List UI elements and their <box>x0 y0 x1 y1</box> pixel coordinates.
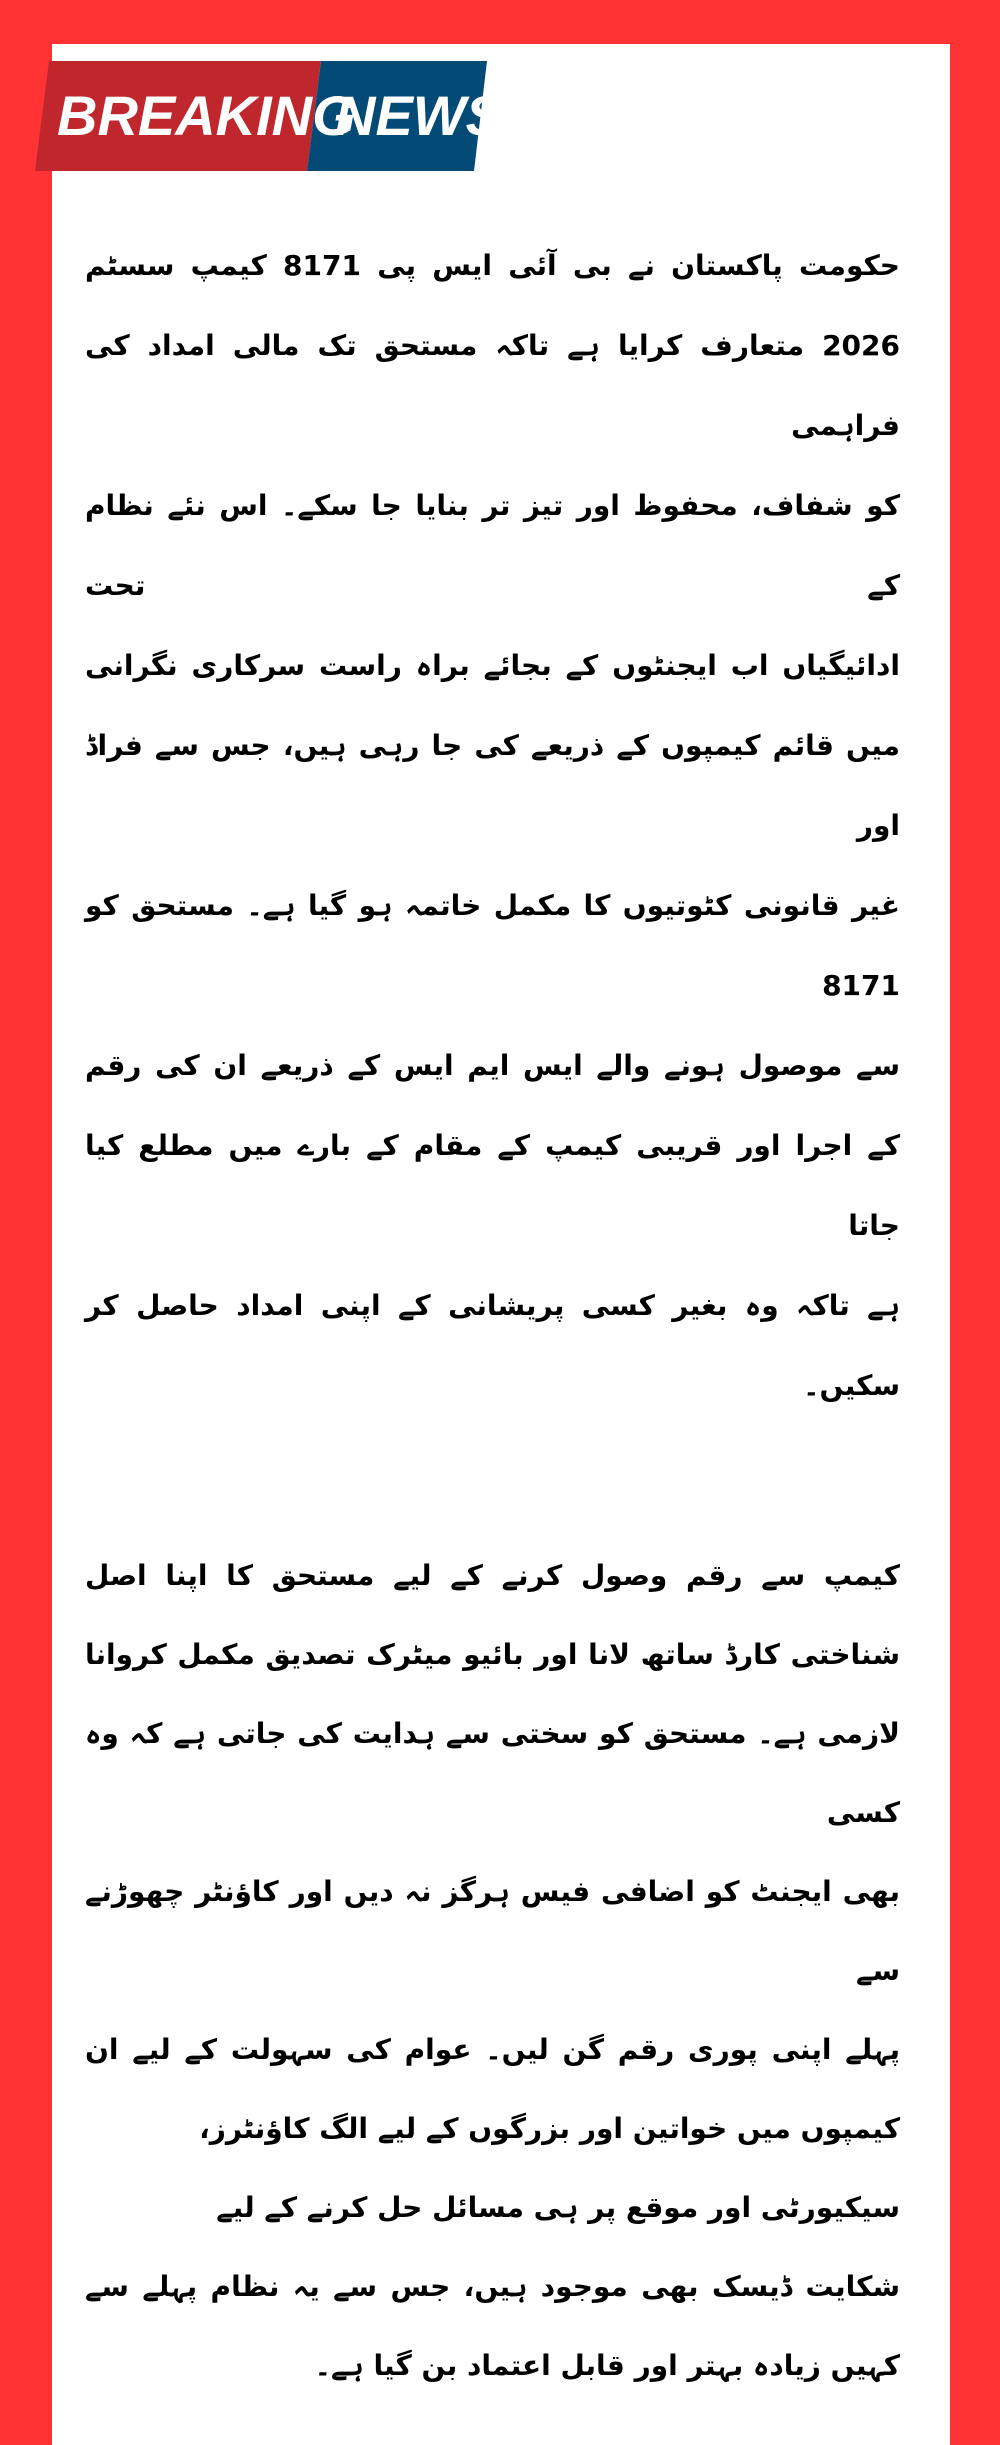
text-line: شناختی کارڈ ساتھ لانا اور بائیو میٹرک تصدیق مکمل کروانا <box>85 1638 900 1671</box>
breaking-news-banner <box>35 61 503 171</box>
text-line: شکایت ڈیسک بھی موجود ہیں، جس سے یہ نظام پہلے سے <box>85 2270 900 2303</box>
text-line: میں قائم کیمپوں کے ذریعے کی جا رہی ہیں، جس سے فراڈ اور <box>85 729 900 842</box>
text-line: کیمپ سے رقم وصول کرنے کے لیے مستحق کا اپنا اصل <box>85 1559 900 1592</box>
text-line: حکومت پاکستان نے بی آئی ایس پی 8171 کیمپ سسٹم <box>85 249 900 282</box>
article-paragraph-1 <box>85 226 900 1426</box>
text-line: ادائیگیاں اب ایجنٹوں کے بجائے براہ راست سرکاری نگرانی <box>85 649 900 682</box>
text-line: سے موصول ہونے والے ایس ایم ایس کے ذریعے ان کی رقم <box>85 1049 900 1082</box>
text-line: کو شفاف، محفوظ اور تیز تر بنایا جا سکے۔ اس نئے نظام کے تحت <box>85 489 900 602</box>
text-line: ہے تاکہ وہ بغیر کسی پریشانی کے اپنی امداد حاصل کر سکیں۔ <box>85 1289 900 1402</box>
text-line: لازمی ہے۔ مستحق کو سختی سے ہدایت کی جاتی ہے کہ وہ کسی <box>85 1717 900 1829</box>
banner-word-breaking: BREAKING <box>57 84 356 147</box>
text-line: بھی ایجنٹ کو اضافی فیس ہرگز نہ دیں اور کاؤنٹر چھوڑنے سے <box>85 1875 900 1987</box>
text-line: کیمپوں میں خواتین اور بزرگوں کے لیے الگ کاؤنٹرز، <box>199 2112 900 2145</box>
banner-word-news: NEWS <box>335 84 503 147</box>
text-line: پہلے اپنی پوری رقم گن لیں۔ عوام کی سہولت کے لیے ان <box>85 2033 900 2066</box>
article-card <box>52 44 950 2445</box>
text-line: غیر قانونی کٹوتیوں کا مکمل خاتمہ ہو گیا ہے۔ مستحق کو 8171 <box>85 889 900 1002</box>
text-line: سیکیورٹی اور موقع پر ہی مسائل حل کرنے کے لیے <box>216 2191 900 2224</box>
text-line: 2026 متعارف کرایا ہے تاکہ مستحق تک مالی امداد کی فراہمی <box>85 329 900 442</box>
text-line: کہیں زیادہ بہتر اور قابل اعتماد بن گیا ہے۔ <box>314 2349 900 2382</box>
article-paragraph-2 <box>85 1536 900 2405</box>
text-line: کے اجرا اور قریبی کیمپ کے مقام کے بارے میں مطلع کیا جاتا <box>85 1129 900 1242</box>
